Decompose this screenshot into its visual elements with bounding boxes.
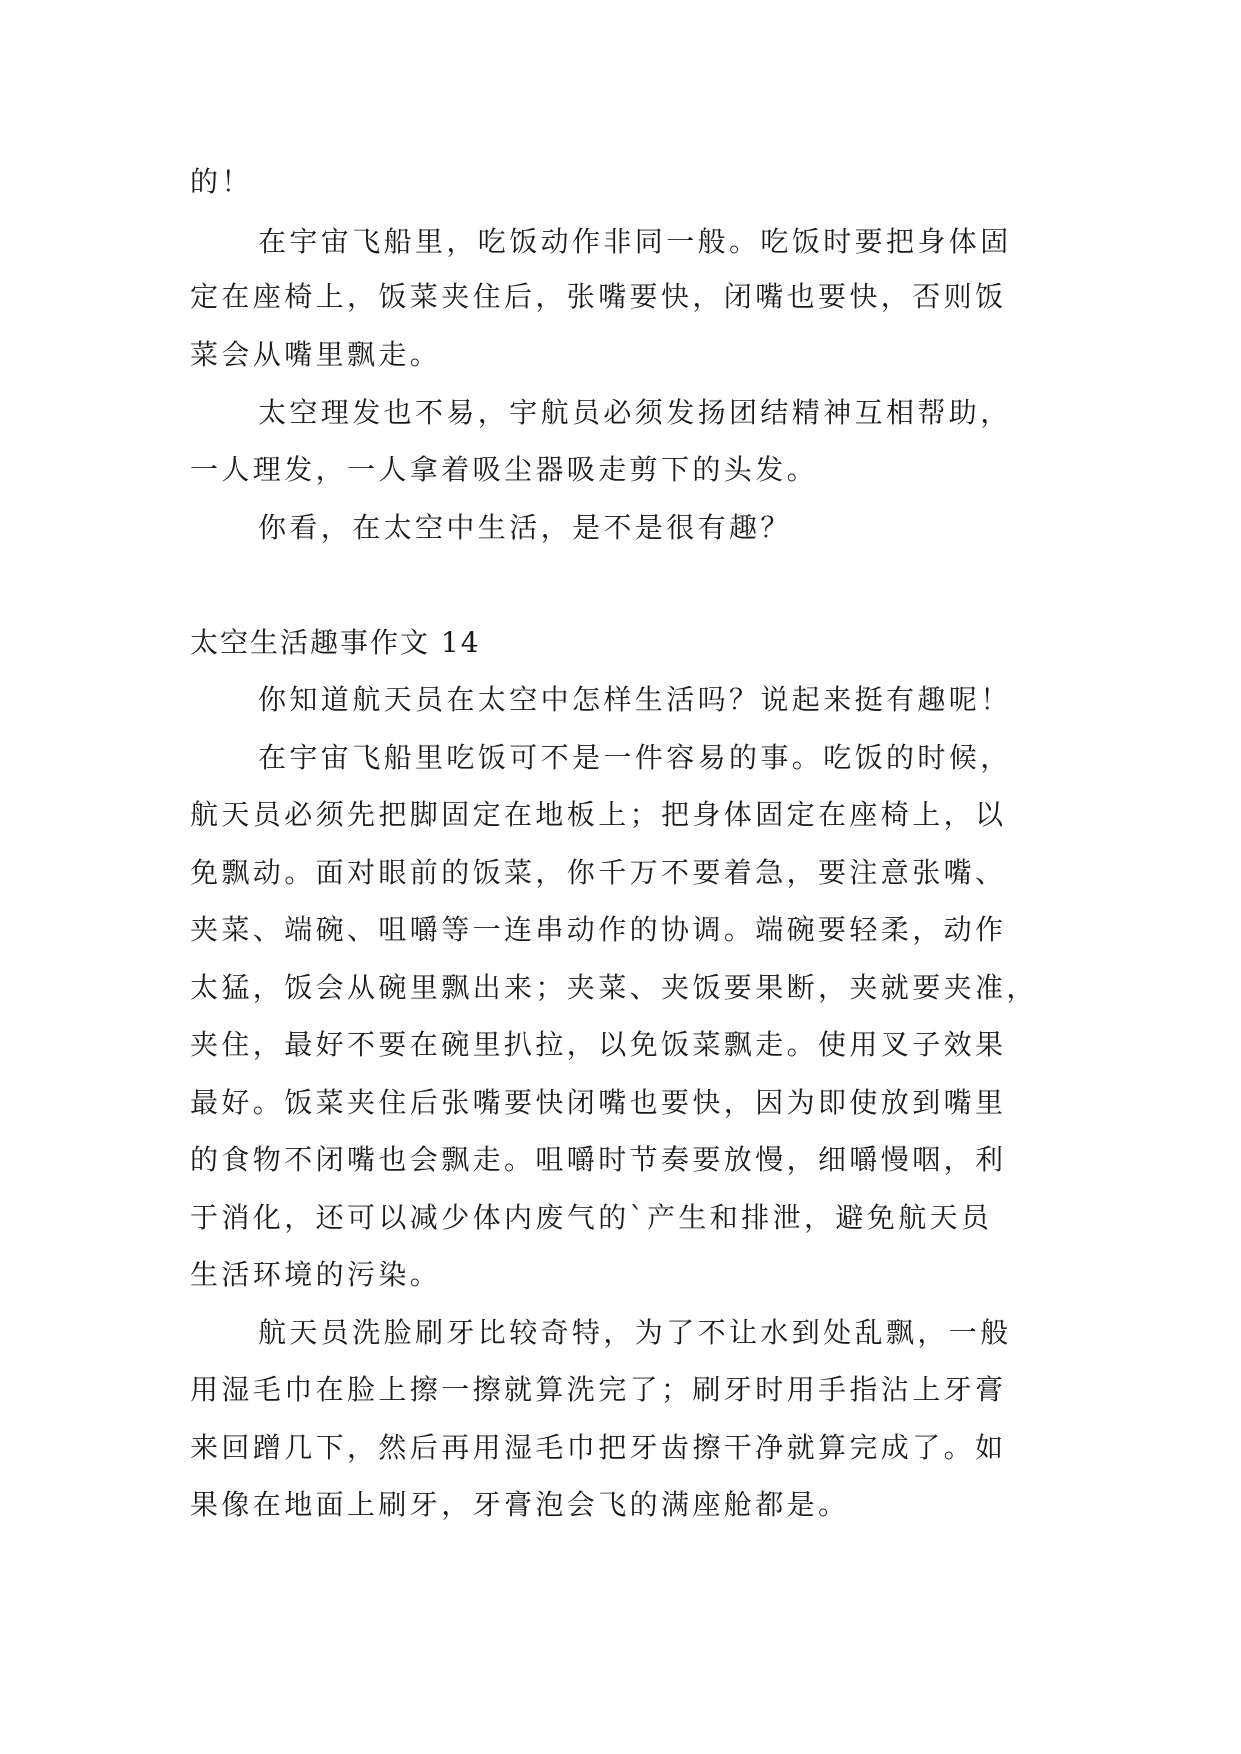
paragraph-line: 太空理发也不易，宇航员必须发扬团结精神互相帮助， bbox=[258, 396, 1012, 429]
paragraph-line: 航天员必须先把脚固定在地板上；把身体固定在座椅上，以 bbox=[190, 798, 1007, 831]
paragraph-line: 的！ bbox=[190, 165, 253, 198]
paragraph-line: 夹住，最好不要在碗里扒拉，以免饭菜飘走。使用叉子效果 bbox=[190, 1028, 1007, 1061]
section-heading: 太空生活趣事作文 14 bbox=[190, 626, 481, 659]
paragraph-line: 的食物不闭嘴也会飘走。咀嚼时节奏要放慢，细嚼慢咽，利 bbox=[190, 1143, 1007, 1176]
paragraph-line: 太猛，饭会从碗里飘出来；夹菜、夹饭要果断，夹就要夹准， bbox=[190, 971, 1038, 1004]
paragraph-line: 航天员洗脸刷牙比较奇特，为了不让水到处乱飘，一般 bbox=[258, 1316, 1012, 1349]
paragraph-line: 最好。饭菜夹住后张嘴要快闭嘴也要快，因为即使放到嘴里 bbox=[190, 1086, 1007, 1119]
paragraph-line: 在宇宙飞船里，吃饭动作非同一般。吃饭时要把身体固 bbox=[258, 225, 1012, 258]
paragraph-line: 果像在地面上刷牙，牙膏泡会飞的满座舱都是。 bbox=[190, 1488, 850, 1521]
paragraph-line: 你看，在太空中生活，是不是很有趣？ bbox=[258, 511, 792, 544]
paragraph-line: 免飘动。面对眼前的饭菜，你千万不要着急，要注意张嘴、 bbox=[190, 856, 1007, 889]
paragraph-line: 定在座椅上，饭菜夹住后，张嘴要快，闭嘴也要快，否则饭 bbox=[190, 280, 1007, 313]
paragraph-line: 来回蹭几下，然后再用湿毛巾把牙齿擦干净就算完成了。如 bbox=[190, 1431, 1007, 1464]
paragraph-line: 你知道航天员在太空中怎样生活吗？说起来挺有趣呢！ bbox=[258, 683, 1012, 716]
paragraph-line: 夹菜、端碗、咀嚼等一连串动作的协调。端碗要轻柔，动作 bbox=[190, 913, 1007, 946]
paragraph-line: 菜会从嘴里飘走。 bbox=[190, 338, 442, 371]
paragraph-line: 于消化，还可以减少体内废气的`产生和排泄，避免航天员 bbox=[190, 1201, 993, 1234]
paragraph-line: 用湿毛巾在脸上擦一擦就算洗完了；刷牙时用手指沾上牙膏 bbox=[190, 1373, 1007, 1406]
paragraph-line: 生活环境的污染。 bbox=[190, 1258, 442, 1291]
paragraph-line: 在宇宙飞船里吃饭可不是一件容易的事。吃饭的时候， bbox=[258, 741, 1012, 774]
paragraph-line: 一人理发，一人拿着吸尘器吸走剪下的头发。 bbox=[190, 453, 819, 486]
